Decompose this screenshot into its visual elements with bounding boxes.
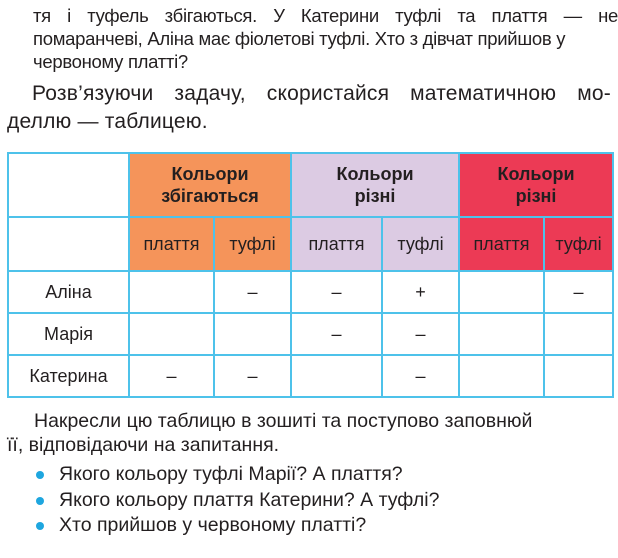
table-group-header-row (8, 153, 613, 217)
table-cell (214, 313, 291, 355)
table-row (8, 271, 613, 313)
group-header-line: Кольори (171, 164, 249, 184)
intro-line-2: помаранчеві, Аліна має фіолетові туфлі. Хто з дівчат прийшов у (33, 28, 566, 49)
list-item (34, 462, 439, 488)
question-text: Якого кольору плаття Катерини? А туфлі? (59, 488, 440, 511)
group-header-colors-differ-lilac (291, 153, 459, 217)
table-cell: – (544, 271, 613, 313)
table-cell: – (382, 355, 459, 397)
table-cell (459, 271, 544, 313)
subheader-dress: плаття (291, 217, 382, 271)
question-list (34, 462, 439, 539)
question-text: Якого кольору туфлі Марії? А плаття? (59, 463, 403, 485)
bullet-icon (36, 471, 44, 479)
row-name: Аліна (8, 271, 129, 313)
question-text: Хто прийшов у червоному платті? (59, 514, 367, 536)
table-cell: – (382, 313, 459, 355)
table-cell (544, 313, 613, 355)
table-cell (129, 271, 214, 313)
intro-line-3: червоному платті? (33, 51, 188, 72)
table-subheader-row (8, 217, 613, 271)
table-cell (291, 355, 382, 397)
table-cell (544, 355, 613, 397)
list-item (34, 488, 439, 514)
group-header-line: збігаються (161, 186, 259, 206)
group-header-line: різні (354, 186, 396, 206)
intro-paragraph (33, 4, 618, 73)
list-item (34, 513, 439, 539)
task-line-1: Накресли цю таблицю в зошиті та поступово заповнюй (34, 410, 533, 432)
group-header-colors-differ-red (459, 153, 613, 217)
table-cell (459, 355, 544, 397)
subheader-dress: плаття (459, 217, 544, 271)
bullet-icon (36, 522, 44, 530)
table-cell: – (291, 313, 382, 355)
table-cell: – (129, 355, 214, 397)
subheader-shoes: туфлі (544, 217, 613, 271)
group-header-colors-match (129, 153, 291, 217)
row-name: Катерина (8, 355, 129, 397)
subheader-dress: плаття (129, 217, 214, 271)
intro-line-1: тя і туфель збігаються. У Катерини туфлі та плаття — не (33, 5, 618, 26)
subheader-shoes: туфлі (214, 217, 291, 271)
table-cell (459, 313, 544, 355)
group-header-line: Кольори (336, 164, 414, 184)
instruction-line-2: деллю — таблицею. (7, 110, 208, 133)
table-subheader-empty (8, 217, 129, 271)
table-cell: – (291, 271, 382, 313)
table-cell (129, 313, 214, 355)
group-header-line: різні (515, 186, 557, 206)
instruction-paragraph (7, 80, 611, 136)
table-cell: – (214, 355, 291, 397)
table-row (8, 313, 613, 355)
table-row (8, 355, 613, 397)
logic-table (7, 152, 614, 398)
bullet-icon (36, 497, 44, 505)
task-paragraph (7, 409, 615, 457)
table-corner-cell (8, 153, 129, 217)
subheader-shoes: туфлі (382, 217, 459, 271)
task-line-2: її, відповідаючи на запитання. (7, 434, 280, 456)
table-cell: + (382, 271, 459, 313)
row-name: Марія (8, 313, 129, 355)
instruction-line-1: Розв’язуючи задачу, скористайся математичною мо- (32, 82, 611, 105)
table-cell: – (214, 271, 291, 313)
group-header-line: Кольори (497, 164, 575, 184)
